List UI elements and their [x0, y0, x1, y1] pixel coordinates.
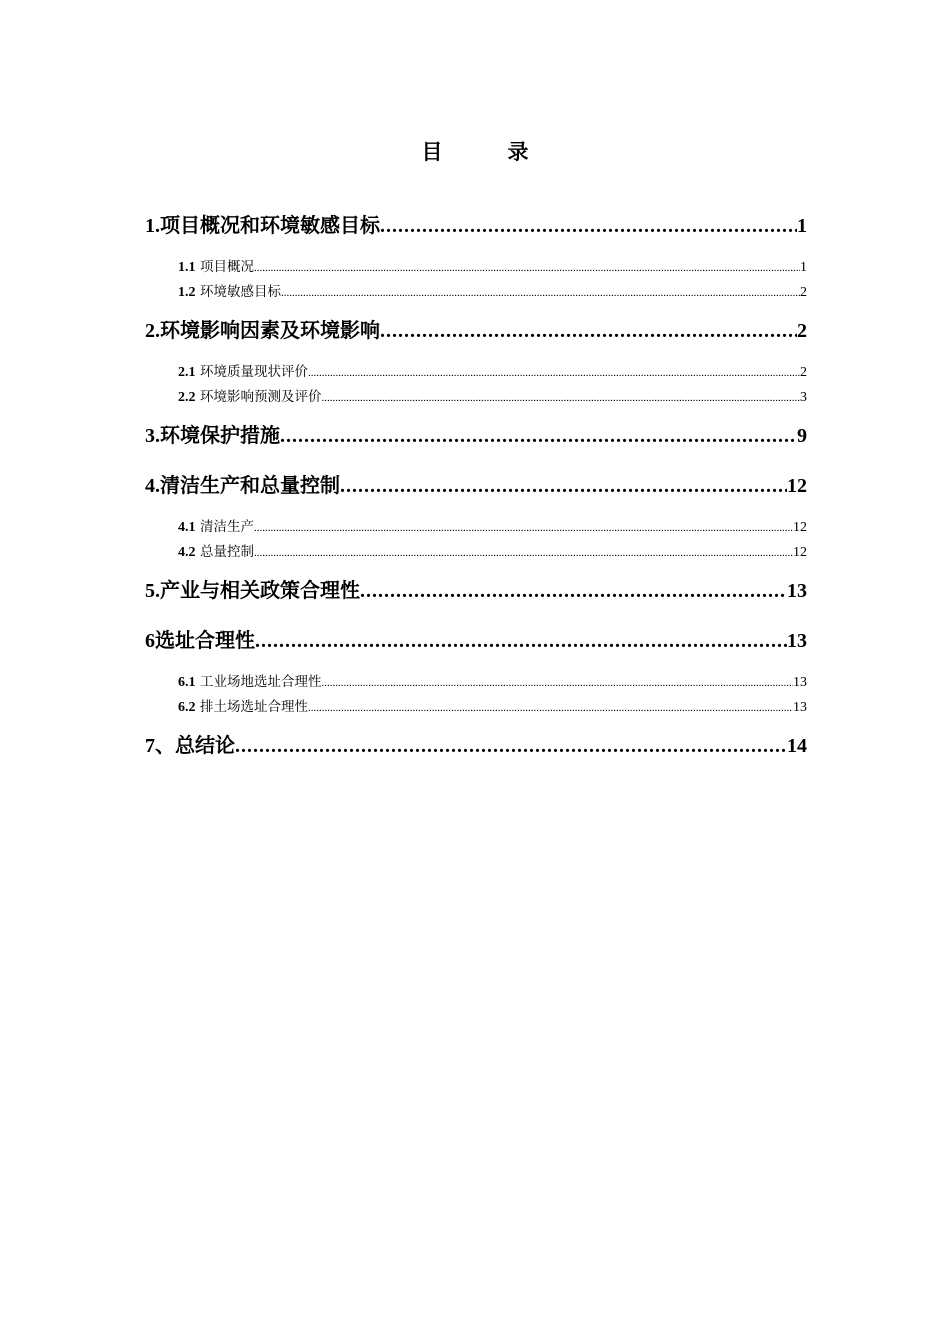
toc-entry-4-2[interactable] [145, 540, 807, 565]
toc-subentry-number: 1.2 [178, 285, 196, 300]
toc-subentry-number: 4.2 [178, 545, 196, 560]
dot-leader [380, 205, 797, 246]
toc-subentry-number: 2.2 [178, 390, 196, 405]
toc-entry-2-2[interactable] [145, 385, 807, 410]
dot-leader [321, 670, 793, 696]
toc-entry-page: 1 [797, 215, 807, 237]
toc-entry-page: 13 [787, 580, 807, 602]
toc-entry-number: 5. [145, 580, 160, 602]
toc-entry-6[interactable] [145, 620, 807, 670]
toc-entry-page: 13 [787, 630, 807, 652]
toc-subentry-page: 12 [793, 545, 807, 560]
toc-entry-2[interactable] [145, 310, 807, 360]
toc-entry-5[interactable] [145, 570, 807, 620]
toc-entry-number: 7 [145, 735, 155, 757]
toc-subentry-label: 排土场选址合理性 [199, 699, 308, 715]
dot-leader [254, 255, 800, 281]
toc-entry-label: 、总结论 [155, 733, 235, 757]
toc-entry-1-2[interactable] [145, 280, 807, 305]
toc-entry-label: 环境保护措施 [160, 423, 280, 447]
toc-entry-label: 产业与相关政策合理性 [160, 578, 360, 602]
toc-subentry-number: 6.1 [178, 675, 196, 690]
toc-entry-number: 4. [145, 475, 160, 497]
toc-entry-label: 环境影响因素及环境影响 [160, 318, 380, 342]
toc-title: 目 录 [421, 140, 551, 164]
dot-leader [321, 385, 800, 411]
toc-entry-number: 3. [145, 425, 160, 447]
toc-entry-number: 2. [145, 320, 160, 342]
dot-leader [308, 695, 793, 721]
dot-leader [255, 620, 787, 661]
dot-leader [308, 360, 800, 386]
toc-entry-page: 9 [797, 425, 807, 447]
toc-entry-page: 14 [787, 735, 807, 757]
toc-entry-page: 12 [787, 475, 807, 497]
toc-subentry-label: 项目概况 [199, 259, 254, 275]
toc-subentry-label: 总量控制 [199, 544, 254, 560]
toc-subentry-page: 13 [793, 700, 807, 715]
toc-subentry-page: 2 [800, 285, 807, 300]
toc-subentry-number: 4.1 [178, 520, 196, 535]
dot-leader [281, 280, 800, 306]
dot-leader [254, 515, 793, 541]
toc-entry-4-1[interactable] [145, 515, 807, 540]
dot-leader [340, 465, 787, 506]
toc-subentry-label: 环境敏感目标 [199, 284, 281, 300]
toc-entry-1-1[interactable] [145, 255, 807, 280]
toc-subentry-label: 清洁生产 [199, 519, 254, 535]
toc-entry-number: 6 [145, 630, 155, 652]
toc-subentry-number: 1.1 [178, 260, 196, 275]
dot-leader [380, 310, 797, 351]
toc-entry-1[interactable] [145, 205, 807, 255]
table-of-contents [145, 205, 807, 775]
toc-entry-6-1[interactable] [145, 670, 807, 695]
dot-leader [280, 415, 797, 456]
toc-entry-2-1[interactable] [145, 360, 807, 385]
toc-subentry-page: 3 [800, 390, 807, 405]
dot-leader [360, 570, 787, 611]
toc-entry-7[interactable] [145, 725, 807, 775]
dot-leader [254, 540, 793, 566]
toc-subentry-page: 12 [793, 520, 807, 535]
toc-subentry-label: 工业场地选址合理性 [199, 674, 322, 690]
dot-leader [235, 725, 787, 766]
toc-subentry-number: 2.1 [178, 365, 196, 380]
toc-entry-page: 2 [797, 320, 807, 342]
toc-subentry-label: 环境影响预测及评价 [199, 389, 322, 405]
toc-entry-number: 1. [145, 215, 160, 237]
toc-subentry-page: 13 [793, 675, 807, 690]
toc-subentry-label: 环境质量现状评价 [199, 364, 308, 380]
toc-entry-label: 清洁生产和总量控制 [160, 473, 340, 497]
toc-subentry-number: 6.2 [178, 700, 196, 715]
toc-entry-label: 选址合理性 [155, 628, 255, 652]
toc-entry-label: 项目概况和环境敏感目标 [160, 213, 380, 237]
toc-entry-6-2[interactable] [145, 695, 807, 720]
toc-entry-3[interactable] [145, 415, 807, 465]
toc-entry-4[interactable] [145, 465, 807, 515]
toc-subentry-page: 1 [800, 260, 807, 275]
toc-subentry-page: 2 [800, 365, 807, 380]
